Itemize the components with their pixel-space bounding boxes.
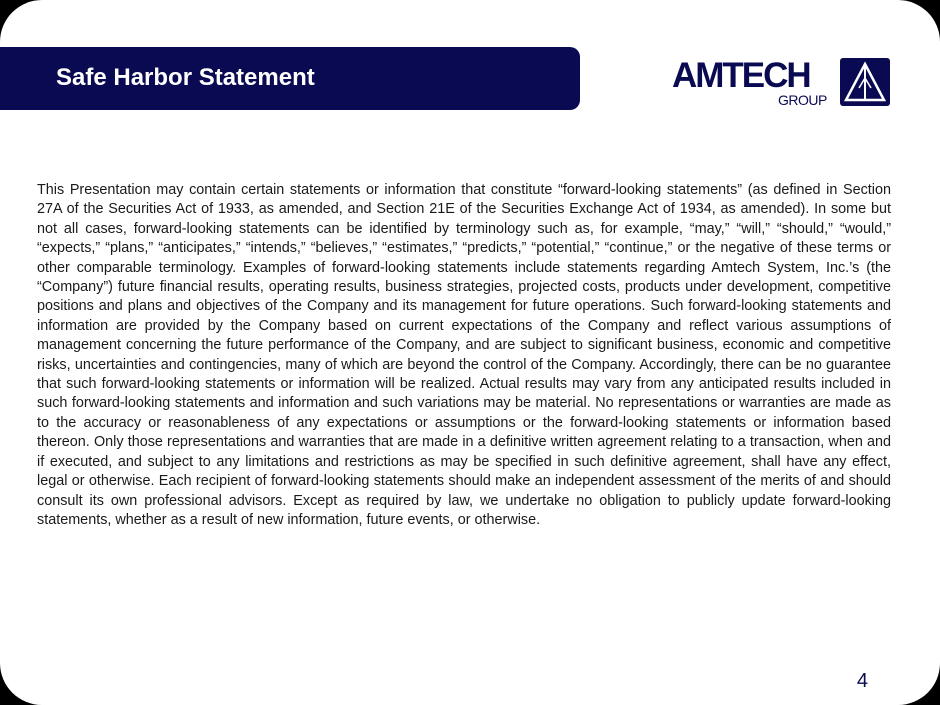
title-bar [0, 47, 580, 110]
page-number: 4 [856, 670, 868, 692]
amtech-logo [672, 56, 892, 112]
slide-title: Safe Harbor Statement [56, 64, 315, 91]
logo-wordmark: AMTECH [672, 56, 810, 95]
amtech-triangle-mark-icon [840, 58, 890, 106]
safe-harbor-paragraph: This Presentation may contain certain statements or information that constitute “forward-looking statements” (as defined in Section 27A of the Securities Act of 1933, as amended, and Section 21E of the Securities Exchange Act of 1934, as amended). In some but not all cases, forward-looking statements can be identified by terminology such as, for example, “may,” “will,” “should,” “would,” “expects,” “plans,” “anticipates,” “intends,” “believes,” “estimates,” “predicts,” “potential,” “continue,” or the negative of these terms or other comparable terminology. Examples of forward-looking statements include statements regarding Amtech System, Inc.’s (the “Company”) future financial results, operating results, business strategies, projected costs, products under development, competitive positions and plans and objectives of the Company and its management for future operations. Such forward-looking statements and information are provided by the Company based on current expectations of the Company and reflect various assumptions of management concerning the future performance of the Company, and are subject to significant business, economic and competitive risks, uncertainties and contingencies, many of which are beyond the control of the Company. Accordingly, there can be no guarantee that such forward-looking statements or information will be realized. Actual results may vary from any anticipated results included in such forward-looking statements and information and such variations may be material. No representations or warranties are made as to the accuracy or reasonableness of any expectations or assumptions or the forward-looking statements or information based thereon. Only those representations and warranties that are made in a definitive written agreement relating to a transaction, when and if executed, and subject to any limitations and restrictions as may be specified in such definitive agreement, shall have any effect, legal or otherwise. Each recipient of forward-looking statements should make an independent assessment of the merits of and should consult its own professional advisors. Except as required by law, we undertake no obligation to publicly update forward-looking statements, whether as a result of new information, future events, or otherwise. [37, 182, 891, 528]
logo-subtitle: GROUP [778, 92, 827, 108]
